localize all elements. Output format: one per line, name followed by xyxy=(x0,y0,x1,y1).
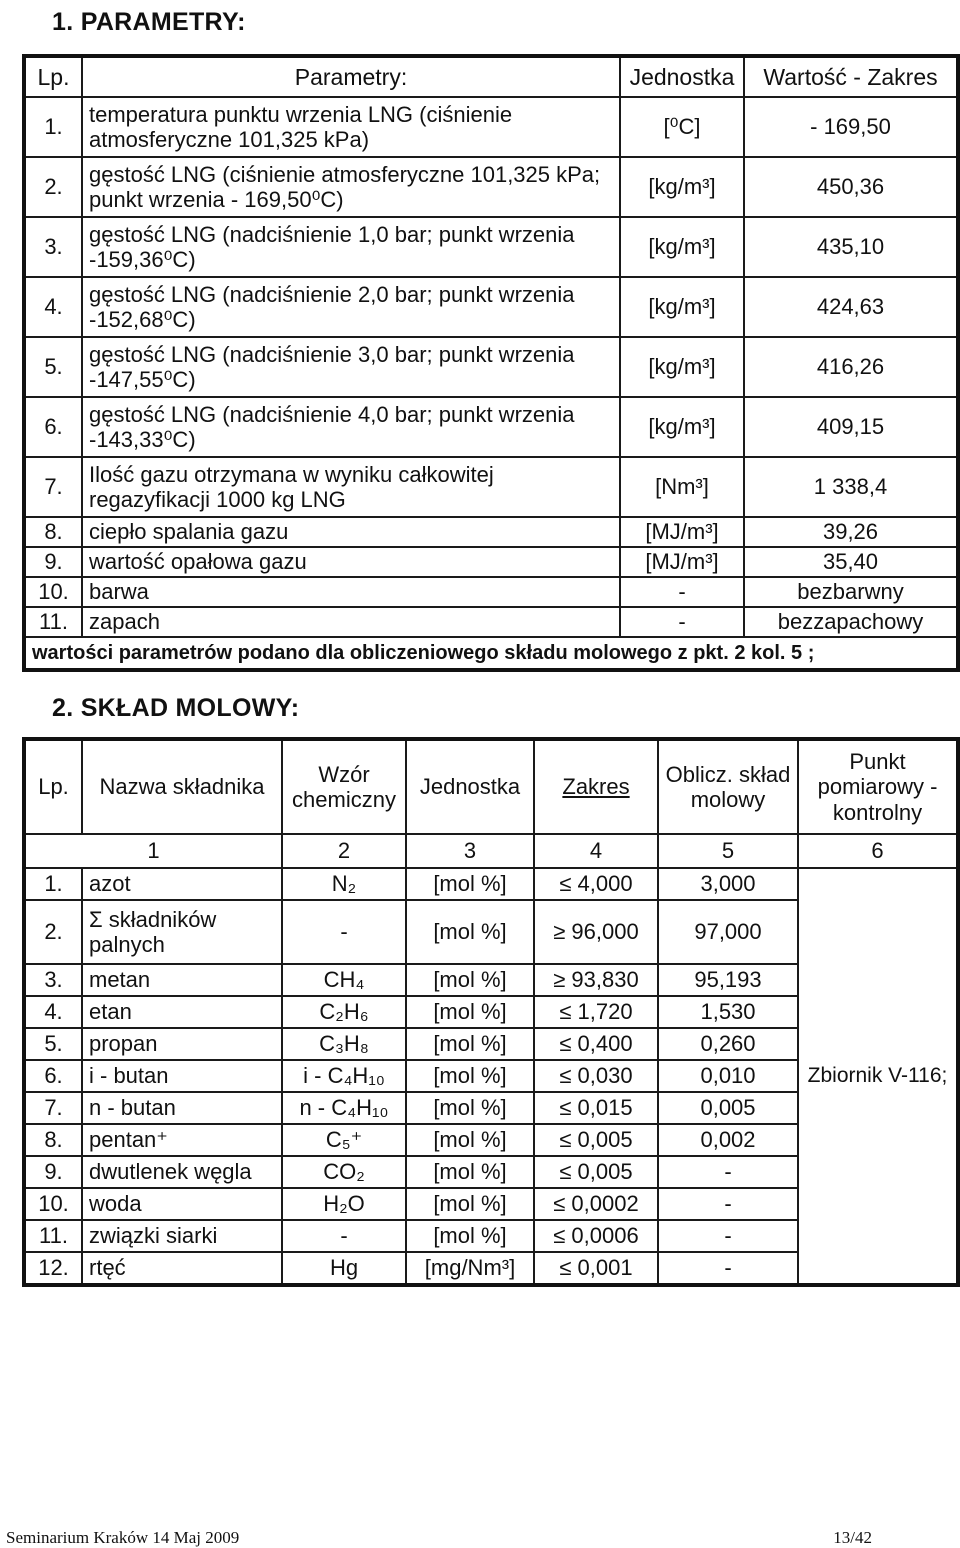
component-formula: - xyxy=(282,900,406,964)
parameter-unit: [MJ/m³] xyxy=(620,517,744,547)
parameter-lp: 2. xyxy=(24,157,82,217)
parameter-row xyxy=(24,157,958,217)
col-number-5: 5 xyxy=(658,834,798,868)
component-name: etan xyxy=(82,996,282,1028)
parameter-value: 416,26 xyxy=(744,337,958,397)
col-number-2: 2 xyxy=(282,834,406,868)
composition-table xyxy=(22,737,960,1287)
header-lp: Lp. xyxy=(24,56,82,97)
header-param: Parametry: xyxy=(82,56,620,97)
parameter-unit: [kg/m³] xyxy=(620,397,744,457)
parameter-name: gęstość LNG (nadciśnienie 1,0 bar; punkt wrzenia -159,36⁰C) xyxy=(82,217,620,277)
component-unit: [mol %] xyxy=(406,1060,534,1092)
header-name: Nazwa składnika xyxy=(82,739,282,834)
component-unit: [mol %] xyxy=(406,1092,534,1124)
parameter-value: bezzapachowy xyxy=(744,607,958,637)
component-formula: i - C₄H₁₀ xyxy=(282,1060,406,1092)
component-calc: 0,260 xyxy=(658,1028,798,1060)
component-lp: 12. xyxy=(24,1252,82,1285)
component-range: ≤ 0,015 xyxy=(534,1092,658,1124)
parameter-unit: [MJ/m³] xyxy=(620,547,744,577)
parameter-lp: 7. xyxy=(24,457,82,517)
component-lp: 6. xyxy=(24,1060,82,1092)
header-unit: Jednostka xyxy=(406,739,534,834)
parameter-value: - 169,50 xyxy=(744,97,958,157)
component-unit: [mol %] xyxy=(406,900,534,964)
parameter-name: zapach xyxy=(82,607,620,637)
parameter-value: 450,36 xyxy=(744,157,958,217)
component-unit: [mol %] xyxy=(406,964,534,996)
component-range: ≤ 0,005 xyxy=(534,1124,658,1156)
parameter-lp: 4. xyxy=(24,277,82,337)
composition-row xyxy=(24,868,958,900)
component-lp: 10. xyxy=(24,1188,82,1220)
component-name: związki siarki xyxy=(82,1220,282,1252)
parameter-value: 424,63 xyxy=(744,277,958,337)
parameter-lp: 8. xyxy=(24,517,82,547)
parameter-name: gęstość LNG (nadciśnienie 4,0 bar; punkt wrzenia -143,33⁰C) xyxy=(82,397,620,457)
component-unit: [mol %] xyxy=(406,1156,534,1188)
header-range: Zakres xyxy=(534,739,658,834)
component-name: rtęć xyxy=(82,1252,282,1285)
column-number-row xyxy=(24,834,958,868)
component-lp: 8. xyxy=(24,1124,82,1156)
component-calc: - xyxy=(658,1188,798,1220)
col-number-3: 3 xyxy=(406,834,534,868)
component-unit: [mol %] xyxy=(406,996,534,1028)
parameter-unit: [kg/m³] xyxy=(620,277,744,337)
parameter-value: bezbarwny xyxy=(744,577,958,607)
parameter-row xyxy=(24,607,958,637)
header-value: Wartość - Zakres xyxy=(744,56,958,97)
footer-left: Seminarium Kraków 14 Maj 2009 xyxy=(6,1528,240,1547)
component-range: ≤ 4,000 xyxy=(534,868,658,900)
composition-body xyxy=(24,868,958,1285)
parameter-lp: 1. xyxy=(24,97,82,157)
col-number-1: 1 xyxy=(24,834,282,868)
parameter-row xyxy=(24,397,958,457)
component-lp: 1. xyxy=(24,868,82,900)
parameters-note: wartości parametrów podano dla obliczeniowego składu molowego z pkt. 2 kol. 5 ; xyxy=(24,637,958,670)
parameter-name: gęstość LNG (nadciśnienie 2,0 bar; punkt wrzenia -152,68⁰C) xyxy=(82,277,620,337)
component-calc: - xyxy=(658,1252,798,1285)
component-name: azot xyxy=(82,868,282,900)
parameter-value: 1 338,4 xyxy=(744,457,958,517)
component-calc: 0,010 xyxy=(658,1060,798,1092)
parameter-name: Ilość gazu otrzymana w wyniku całkowitej regazyfikacji 1000 kg LNG xyxy=(82,457,620,517)
component-unit: [mol %] xyxy=(406,1188,534,1220)
parameter-name: ciepło spalania gazu xyxy=(82,517,620,547)
component-lp: 5. xyxy=(24,1028,82,1060)
component-lp: 3. xyxy=(24,964,82,996)
composition-header-row xyxy=(24,739,958,834)
parameter-unit: [Nm³] xyxy=(620,457,744,517)
component-calc: 3,000 xyxy=(658,868,798,900)
header-calc: Oblicz. skład molowy xyxy=(658,739,798,834)
component-name: propan xyxy=(82,1028,282,1060)
parameter-unit: [kg/m³] xyxy=(620,157,744,217)
col-number-6: 6 xyxy=(798,834,958,868)
section2-title: 2. SKŁAD MOLOWY: xyxy=(52,694,300,722)
component-lp: 11. xyxy=(24,1220,82,1252)
parameter-unit: - xyxy=(620,577,744,607)
component-range: ≤ 0,030 xyxy=(534,1060,658,1092)
parameter-unit: - xyxy=(620,607,744,637)
header-formula: Wzór chemiczny xyxy=(282,739,406,834)
component-range: ≤ 0,0006 xyxy=(534,1220,658,1252)
parameter-value: 35,40 xyxy=(744,547,958,577)
measurement-point: Zbiornik V-116; xyxy=(798,868,958,1285)
parameter-row xyxy=(24,547,958,577)
parameter-name: gęstość LNG (nadciśnienie 3,0 bar; punkt wrzenia -147,55⁰C) xyxy=(82,337,620,397)
parameter-unit: [kg/m³] xyxy=(620,337,744,397)
component-calc: 97,000 xyxy=(658,900,798,964)
component-name: woda xyxy=(82,1188,282,1220)
section1-title: 1. PARAMETRY: xyxy=(52,8,246,36)
component-formula: CH₄ xyxy=(282,964,406,996)
component-calc: - xyxy=(658,1156,798,1188)
component-calc: - xyxy=(658,1220,798,1252)
parameter-lp: 5. xyxy=(24,337,82,397)
parameter-lp: 6. xyxy=(24,397,82,457)
parameter-lp: 3. xyxy=(24,217,82,277)
component-calc: 0,002 xyxy=(658,1124,798,1156)
parameters-body xyxy=(24,97,958,637)
component-range: ≤ 0,0002 xyxy=(534,1188,658,1220)
component-lp: 9. xyxy=(24,1156,82,1188)
parameter-name: wartość opałowa gazu xyxy=(82,547,620,577)
component-formula: CO₂ xyxy=(282,1156,406,1188)
parameter-lp: 9. xyxy=(24,547,82,577)
parameter-unit: [kg/m³] xyxy=(620,217,744,277)
parameters-note-row xyxy=(24,637,958,670)
header-lp: Lp. xyxy=(24,739,82,834)
component-lp: 7. xyxy=(24,1092,82,1124)
component-range: ≤ 1,720 xyxy=(534,996,658,1028)
component-formula: N₂ xyxy=(282,868,406,900)
header-point: Punkt pomiarowy - kontrolny xyxy=(798,739,958,834)
page-number: 13/42 xyxy=(833,1528,872,1547)
parameter-row xyxy=(24,577,958,607)
component-unit: [mol %] xyxy=(406,1124,534,1156)
component-name: n - butan xyxy=(82,1092,282,1124)
parameter-unit: [⁰C] xyxy=(620,97,744,157)
header-unit: Jednostka xyxy=(620,56,744,97)
parameters-header-row xyxy=(24,56,958,97)
component-name: Σ składników palnych xyxy=(82,900,282,964)
parameters-table xyxy=(22,54,960,672)
component-formula: - xyxy=(282,1220,406,1252)
parameter-value: 39,26 xyxy=(744,517,958,547)
component-calc: 0,005 xyxy=(658,1092,798,1124)
component-unit: [mg/Nm³] xyxy=(406,1252,534,1285)
parameter-row xyxy=(24,337,958,397)
component-formula: C₃H₈ xyxy=(282,1028,406,1060)
parameter-value: 409,15 xyxy=(744,397,958,457)
parameter-name: gęstość LNG (ciśnienie atmosferyczne 101,325 kPa; punkt wrzenia - 169,50⁰C) xyxy=(82,157,620,217)
component-range: ≤ 0,001 xyxy=(534,1252,658,1285)
parameter-row xyxy=(24,277,958,337)
parameter-row xyxy=(24,517,958,547)
component-name: metan xyxy=(82,964,282,996)
component-calc: 1,530 xyxy=(658,996,798,1028)
parameter-value: 435,10 xyxy=(744,217,958,277)
component-range: ≥ 93,830 xyxy=(534,964,658,996)
component-name: pentan⁺ xyxy=(82,1124,282,1156)
parameter-row xyxy=(24,217,958,277)
component-lp: 2. xyxy=(24,900,82,964)
component-unit: [mol %] xyxy=(406,1220,534,1252)
parameter-row xyxy=(24,457,958,517)
parameter-row xyxy=(24,97,958,157)
parameter-name: temperatura punktu wrzenia LNG (ciśnienie atmosferyczne 101,325 kPa) xyxy=(82,97,620,157)
parameter-lp: 10. xyxy=(24,577,82,607)
component-name: i - butan xyxy=(82,1060,282,1092)
component-range: ≥ 96,000 xyxy=(534,900,658,964)
component-formula: C₂H₆ xyxy=(282,996,406,1028)
component-lp: 4. xyxy=(24,996,82,1028)
component-range: ≤ 0,005 xyxy=(534,1156,658,1188)
component-formula: n - C₄H₁₀ xyxy=(282,1092,406,1124)
component-name: dwutlenek węgla xyxy=(82,1156,282,1188)
component-unit: [mol %] xyxy=(406,868,534,900)
component-formula: Hg xyxy=(282,1252,406,1285)
component-unit: [mol %] xyxy=(406,1028,534,1060)
col-number-4: 4 xyxy=(534,834,658,868)
component-calc: 95,193 xyxy=(658,964,798,996)
component-formula: H₂O xyxy=(282,1188,406,1220)
parameter-lp: 11. xyxy=(24,607,82,637)
parameter-name: barwa xyxy=(82,577,620,607)
component-range: ≤ 0,400 xyxy=(534,1028,658,1060)
component-formula: C₅⁺ xyxy=(282,1124,406,1156)
